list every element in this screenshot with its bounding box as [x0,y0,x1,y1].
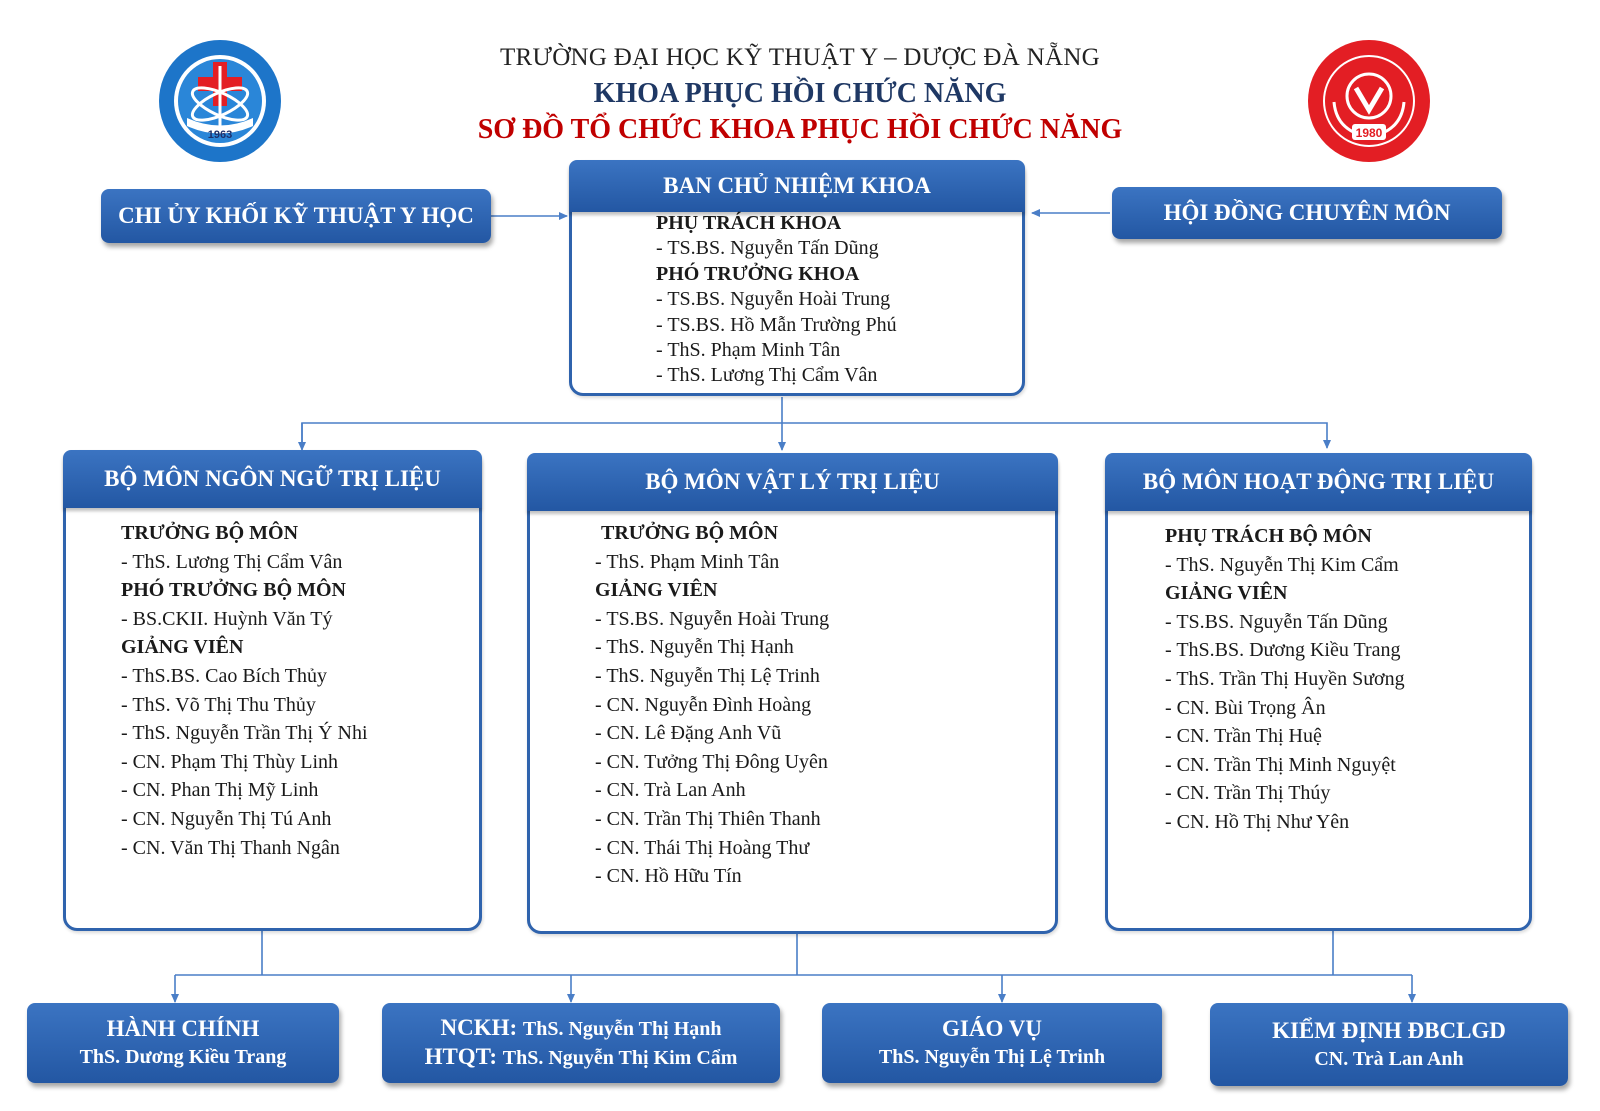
dept-member: - CN. Trần Thị Thiên Thanh [595,805,829,834]
dept-member: - ThS. Nguyễn Thị Kim Cẩm [1165,551,1405,580]
dept-member: - CN. Bùi Trọng Ân [1165,694,1405,723]
quality-accreditation-box [1210,1003,1568,1086]
quality-accreditation-person: CN. Trà Lan Anh [1314,1047,1464,1070]
party-committee-box: CHI ỦY KHỐI KỸ THUẬT Y HỌC [101,189,491,243]
admin-unit-person: ThS. Dương Kiều Trang [79,1046,287,1068]
dept-member: - CN. Trà Lan Anh [595,776,829,805]
dept-member: - CN. Trần Thị Thúy [1165,779,1405,808]
board-role: PHÓ TRƯỞNG KHOA [656,262,860,285]
dept-member: - CN. Nguyễn Đình Hoàng [595,691,829,720]
dept-member: - CN. Lê Đặng Anh Vũ [595,719,829,748]
academic-affairs-title: GIÁO VỤ [942,1016,1042,1041]
dept-member: - CN. Phạm Thị Thùy Linh [121,748,368,777]
board-title: BAN CHỦ NHIỆM KHOA [569,160,1025,212]
dept-role: PHÓ TRƯỞNG BỘ MÔN [121,579,346,602]
research-unit-box [382,1003,780,1083]
dept-member: - CN. Trần Thị Minh Nguyệt [1165,751,1405,780]
dept-member: - ThS. Võ Thị Thu Thủy [121,691,368,720]
board-member: - TS.BS. Nguyễn Hoài Trung [656,287,897,312]
occupational-therapy-title: BỘ MÔN HOẠT ĐỘNG TRỊ LIỆU [1105,453,1532,511]
board-branch-line [302,423,1327,448]
speech-therapy-title: BỘ MÔN NGÔN NGỮ TRỊ LIỆU [63,450,482,508]
board-member: - ThS. Lương Thị Cẩm Vân [656,363,897,388]
academic-affairs-box [822,1003,1162,1083]
dept-member: - TS.BS. Nguyễn Tấn Dũng [1165,608,1405,637]
dept-member: - ThS. Nguyễn Thị Lệ Trinh [595,662,829,691]
dept-member: - CN. Hồ Hữu Tín [595,862,829,891]
speech-therapy-panel [63,450,482,931]
dept-member: - ThS. Lương Thị Cẩm Vân [121,548,368,577]
admin-unit-title: HÀNH CHÍNH [106,1016,260,1041]
dept-member: - ThS.BS. Dương Kiều Trang [1165,636,1405,665]
dept-member: - ThS. Trần Thị Huyền Sương [1165,665,1405,694]
dept-member: - ThS. Nguyễn Trần Thị Ý Nhi [121,719,368,748]
intl-coop-person: ThS. Nguyễn Thị Kim Cẩm [502,1047,738,1069]
professional-council-box: HỘI ĐỒNG CHUYÊN MÔN [1112,187,1502,239]
dept-role: GIẢNG VIÊN [121,636,244,659]
faculty-logo-right [1306,38,1432,164]
dept-member: - ThS. Nguyễn Thị Hạnh [595,633,829,662]
dept-member: - CN. Hồ Thị Như Yên [1165,808,1405,837]
dept-member: - CN. Tưởng Thị Đông Uyên [595,748,829,777]
dept-member: - CN. Phan Thị Mỹ Linh [121,776,368,805]
research-label: NCKH: [440,1015,518,1040]
chart-title: SƠ ĐỒ TỔ CHỨC KHOA PHỤC HỒI CHỨC NĂNG [477,114,1123,145]
dept-role: PHỤ TRÁCH BỘ MÔN [1165,525,1372,547]
board-body [656,211,897,389]
intl-coop-label: HTQT: [424,1044,497,1069]
dept-role: GIẢNG VIÊN [595,579,718,602]
dept-role: TRƯỞNG BỘ MÔN [601,522,779,544]
occupational-therapy-panel [1105,453,1532,931]
dept-member: - CN. Trần Thị Huệ [1165,722,1405,751]
board-member: - ThS. Phạm Minh Tân [656,338,897,363]
dept-member: - CN. Thái Thị Hoàng Thư [595,834,829,863]
dept-member: - ThS. Phạm Minh Tân [595,548,829,577]
dept-member: - TS.BS. Nguyễn Hoài Trung [595,605,829,634]
academic-affairs-person: ThS. Nguyễn Thị Lệ Trinh [878,1046,1106,1068]
school-name: TRƯỜNG ĐẠI HỌC KỸ THUẬT Y – DƯỢC ĐÀ NẴNG [499,44,1101,71]
dept-role: GIẢNG VIÊN [1165,582,1288,605]
svg-text:1980: 1980 [1355,126,1383,140]
research-person: ThS. Nguyễn Thị Hạnh [522,1018,722,1040]
dept-role: TRƯỞNG BỘ MÔN [121,522,299,544]
dept-member: - BS.CKII. Huỳnh Văn Tý [121,605,368,634]
quality-accreditation-title: KIỂM ĐỊNH ĐBCLGD [1272,1017,1506,1043]
physical-therapy-title: BỘ MÔN VẬT LÝ TRỊ LIỆU [527,453,1058,511]
physical-therapy-body [595,519,829,891]
department-name: KHOA PHỤC HỒI CHỨC NĂNG [593,78,1007,109]
dept-member: - ThS.BS. Cao Bích Thủy [121,662,368,691]
svg-text:1963: 1963 [207,129,233,141]
board-panel [569,160,1025,396]
admin-unit-box [27,1003,339,1083]
board-role: PHỤ TRÁCH KHOA [656,212,842,234]
dept-member: - CN. Nguyễn Thị Tú Anh [121,805,368,834]
occupational-therapy-body [1165,522,1405,837]
board-member: - TS.BS. Nguyễn Tấn Dũng [656,236,897,261]
university-logo-left [157,38,283,164]
dept-member: - CN. Văn Thị Thanh Ngân [121,834,368,863]
board-member: - TS.BS. Hồ Mẫn Trường Phú [656,313,897,338]
physical-therapy-panel [527,453,1058,934]
speech-therapy-body [121,519,368,862]
